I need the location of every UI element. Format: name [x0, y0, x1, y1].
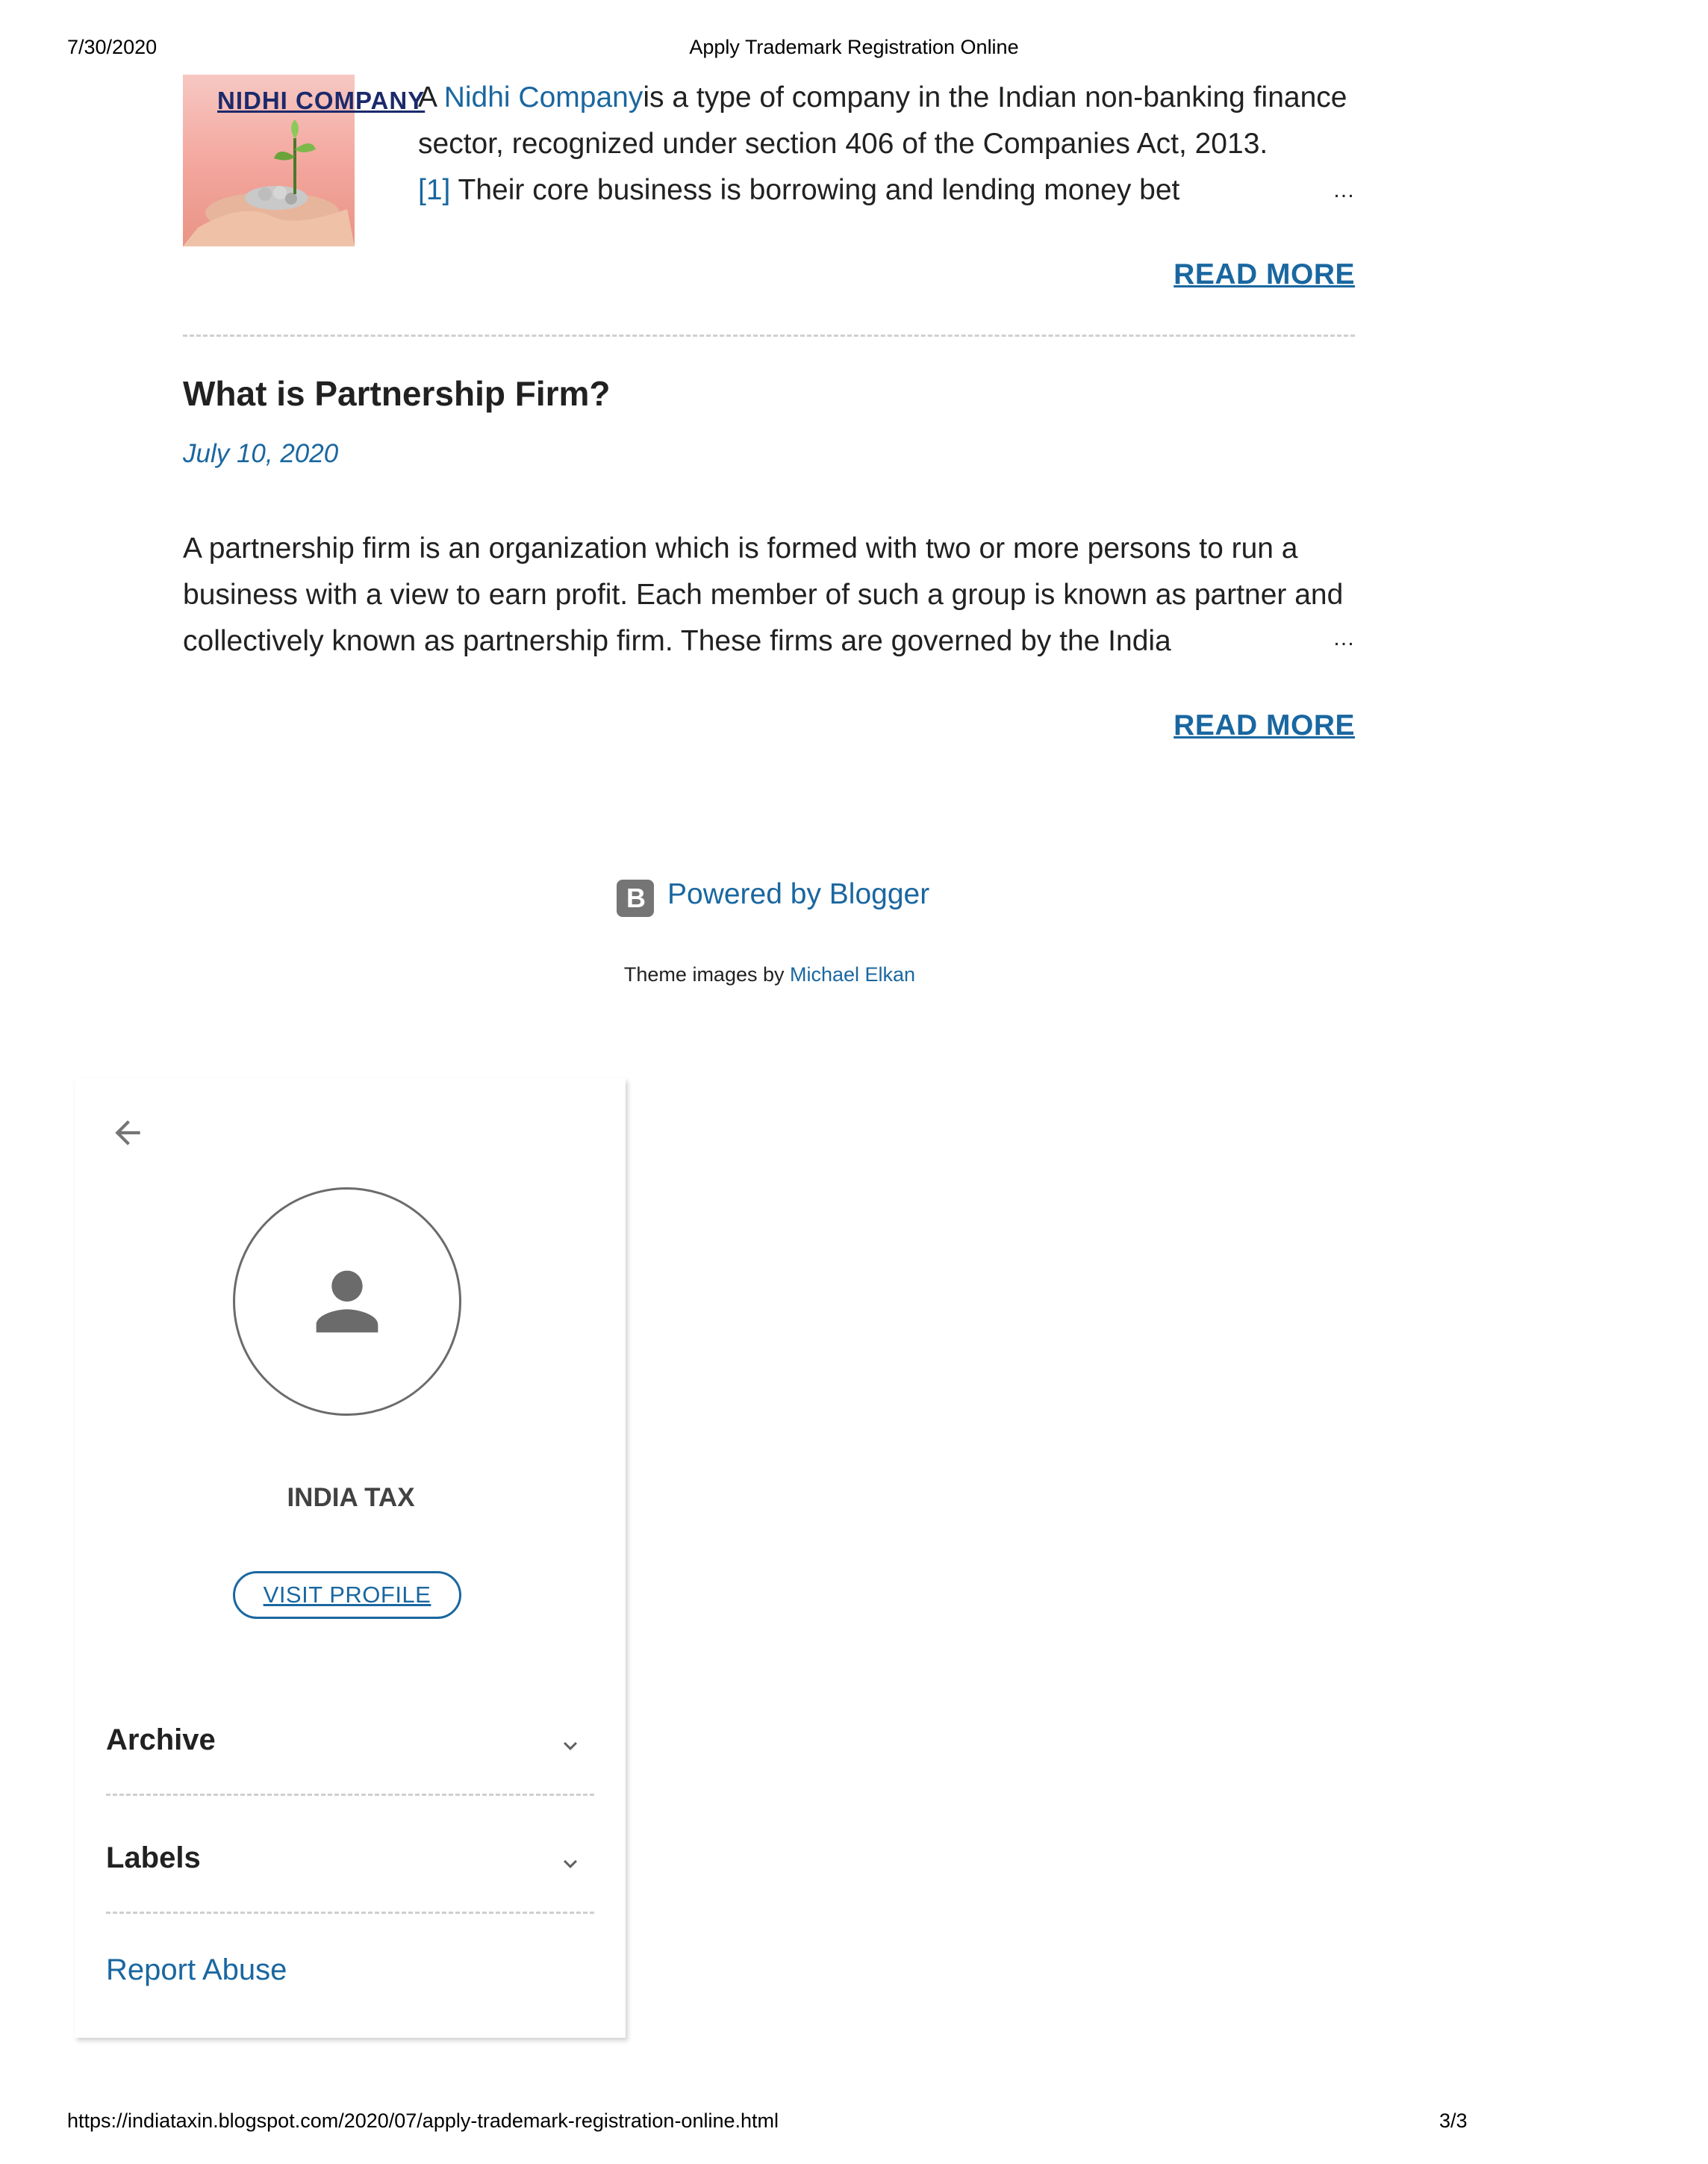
- labels-section[interactable]: [106, 1829, 594, 1889]
- snippet-line: A partnership firm is an organization which is formed with two or more persons to run a: [183, 532, 1298, 565]
- blogger-icon-glyph: B: [626, 883, 646, 913]
- nidhi-company-link[interactable]: Nidhi Company: [443, 81, 643, 114]
- section-divider: [106, 1794, 594, 1796]
- visit-profile-button[interactable]: VISIT PROFILE: [233, 1571, 461, 1619]
- thumbnail-text: NIDHI COMPANY: [217, 87, 426, 114]
- post-thumbnail[interactable]: [183, 75, 426, 246]
- print-url: https://indiataxin.blogspot.com/2020/07/apply-trademark-registration-online.html: [67, 2109, 779, 2132]
- post-title[interactable]: What is Partnership Firm?: [183, 374, 611, 413]
- post-nidhi-company: [183, 75, 1355, 299]
- snippet-ellipsis: …: [1333, 626, 1355, 650]
- snippet-ellipsis: …: [1333, 178, 1355, 202]
- snippet-text: A: [418, 81, 444, 114]
- snippet-text: is a type of company in the Indian non-banking finance: [643, 81, 1347, 114]
- theme-credit: [0, 963, 1539, 986]
- print-title: Apply Trademark Registration Online: [689, 36, 1019, 58]
- theme-credit-prefix: Theme images by: [623, 963, 790, 986]
- report-abuse-link[interactable]: Report Abuse: [106, 1953, 287, 1986]
- print-date: 7/30/2020: [67, 36, 158, 58]
- theme-author-link[interactable]: Michael Elkan: [790, 963, 916, 986]
- print-header: [0, 36, 1529, 66]
- post-divider: [183, 335, 1355, 337]
- chevron-down-icon[interactable]: [557, 1850, 584, 1877]
- reference-link[interactable]: [1]: [418, 174, 451, 206]
- post-actions: [183, 626, 1355, 741]
- blogger-icon: [617, 880, 654, 917]
- post-date[interactable]: July 10, 2020: [183, 439, 339, 468]
- sidebar-panel: [75, 1078, 626, 2038]
- snippet-text: Their core business is borrowing and lending money bet: [450, 174, 1180, 206]
- snippet-line: collectively known as partnership firm. These firms are governed by the India: [183, 625, 1171, 657]
- print-page-number: 3/3: [1439, 2109, 1468, 2132]
- read-more-button[interactable]: READ MORE: [1174, 258, 1355, 290]
- snippet-line: sector, recognized under section 406 of the Companies Act, 2013.: [418, 128, 1268, 160]
- snippet-line: business with a view to earn profit. Each member of such a group is known as partner and: [183, 579, 1344, 611]
- plant-in-hands-icon: [183, 75, 355, 246]
- archive-section[interactable]: [106, 1711, 594, 1771]
- labels-label: Labels: [106, 1841, 201, 1874]
- read-more-button[interactable]: READ MORE: [1174, 709, 1355, 741]
- powered-by-text: Powered by Blogger: [667, 878, 930, 910]
- profile-name: INDIA TAX: [287, 1483, 415, 1512]
- archive-label: Archive: [106, 1723, 216, 1756]
- post-snippet: [418, 75, 1347, 217]
- section-divider: [106, 1912, 594, 1914]
- person-icon: [301, 1255, 393, 1348]
- avatar[interactable]: [233, 1187, 461, 1416]
- chevron-down-icon[interactable]: [557, 1732, 584, 1759]
- arrow-left-icon[interactable]: [109, 1114, 146, 1151]
